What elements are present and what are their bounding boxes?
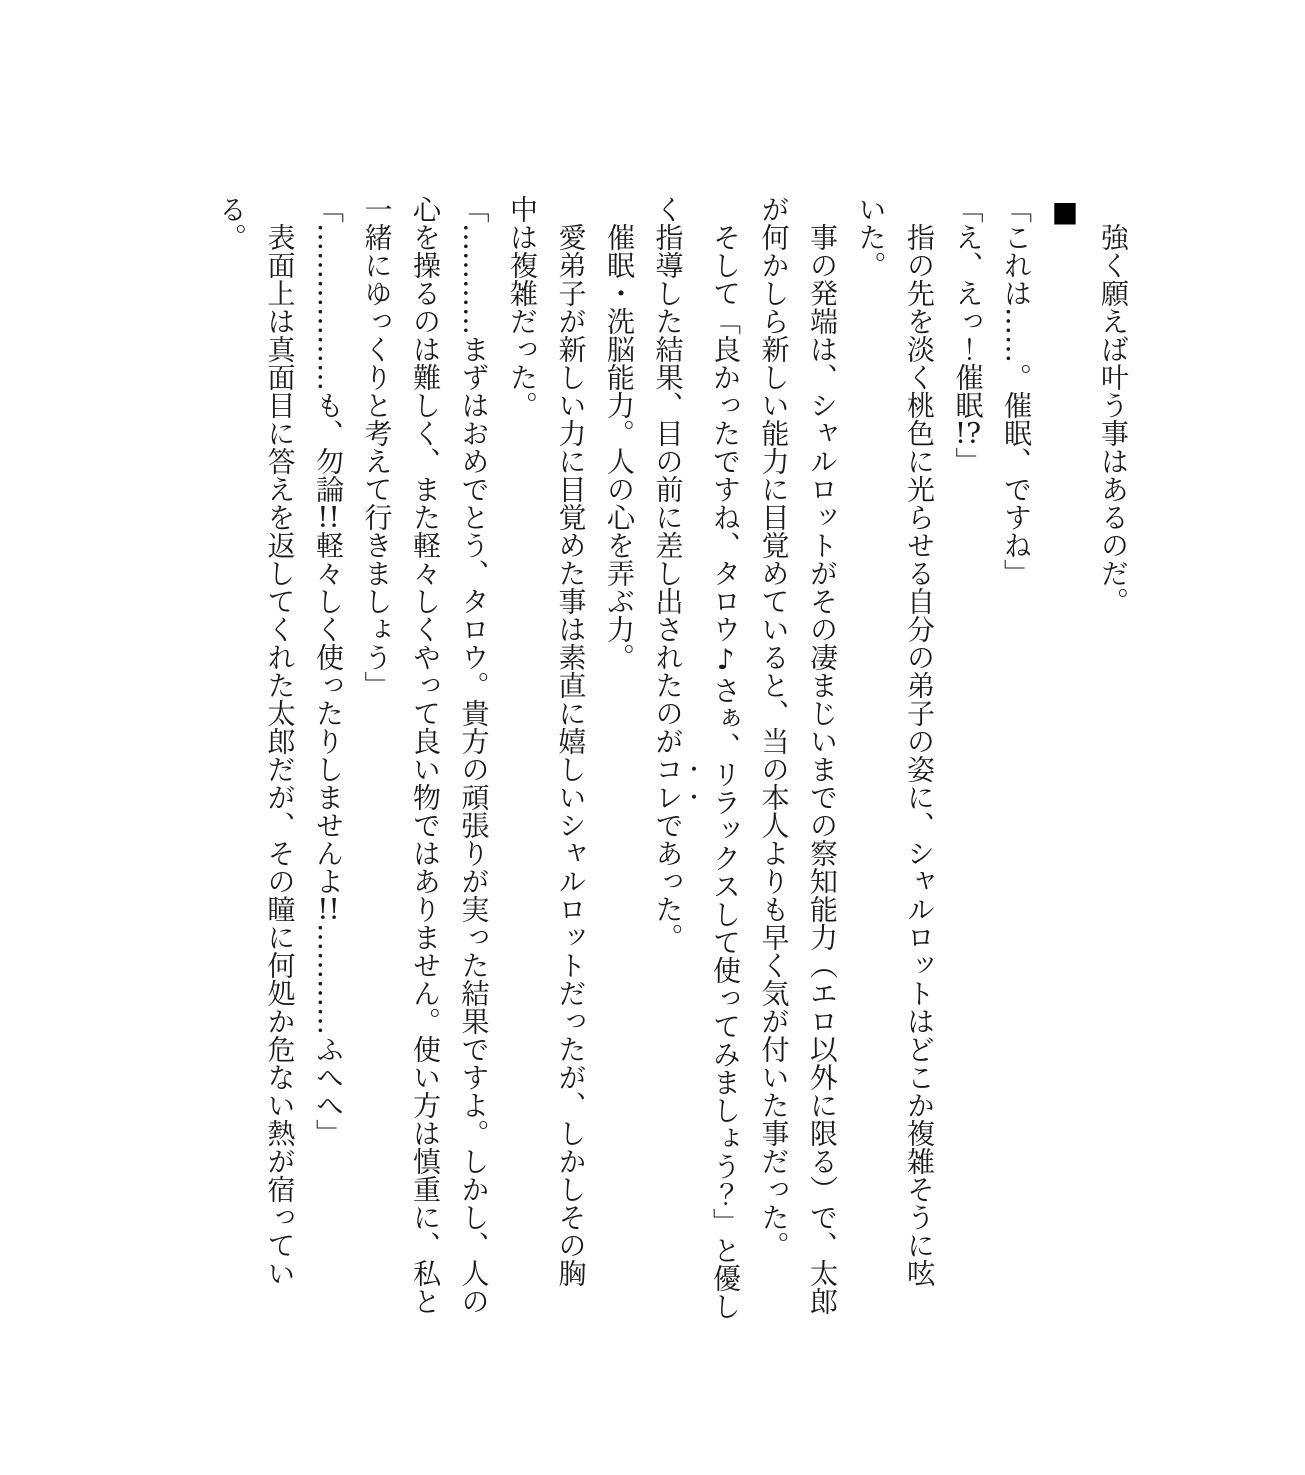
text-line (943, 195, 992, 1323)
text-segment: 愛弟子が新しい力に目覚めた事は素直に嬉しいシャルロットだったが、しかしその胸 (554, 223, 588, 1287)
upright-segment: ♪ (709, 643, 742, 676)
tcy-segment: !! (317, 503, 340, 531)
text-segment: 中は複雑だった。 (506, 195, 539, 419)
text-segment: …………ふへへ」 (312, 923, 345, 1147)
text-segment: 催眠・洗脳能力。人の心を弄ぶ力。 (603, 223, 636, 671)
text-line (207, 195, 256, 1323)
text-segment: 「これは……。催眠、ですね」 (1000, 195, 1033, 587)
text-segment: 事の発端は、シャルロットがその凄まじいまでの察知能力（エロ以外に限る）で、太郎 (806, 223, 839, 1315)
text-line (643, 195, 701, 1323)
text-line (546, 195, 595, 1323)
text-line (701, 195, 750, 1323)
text-segment: 」 (951, 447, 985, 475)
text-segment: 一緒にゆっくりと考えて行きましょう」 (360, 195, 394, 699)
text-line (352, 195, 401, 1323)
text-segment: が何かしら新しい能力に目覚めていると、当の本人よりも早く気が付いた事だった。 (757, 195, 791, 1259)
text-segment: いた。 (854, 195, 888, 279)
text-segment: る。 (215, 195, 248, 251)
text-line (401, 195, 450, 1323)
tcy-segment: !! (317, 895, 340, 923)
text-segment: 指の先を淡く桃色に光らせる自分の弟子の姿に、シャルロットはどこか複雑そうに呟 (903, 223, 936, 1287)
emphasis-segment: コレ (651, 755, 685, 811)
text-segment: 強く願えば叶う事はあるのだ。 (1097, 223, 1130, 615)
text-segment: 「………………も、勿論 (312, 195, 345, 503)
text-segment: であった。 (651, 811, 685, 951)
text-line (449, 195, 498, 1323)
text-segment: 軽々しく使ったりしませんよ (312, 531, 345, 895)
text-line (304, 195, 353, 1323)
text-segment: く指導した結果、目の前に差し出されたのが (651, 195, 685, 755)
text-line (1089, 195, 1138, 1323)
text-segment: 「…………まずはおめでとう、タロウ。貴方の頑張りが実った結果ですよ。しかし、人の (457, 195, 491, 1315)
section-separator-square (1040, 195, 1089, 1323)
text-segment: 「え、えっ！催眠 (951, 195, 985, 419)
vertical-text-area (207, 195, 1138, 1323)
text-line (595, 195, 644, 1323)
text-segment: ■ (1048, 195, 1082, 228)
text-line (255, 195, 304, 1323)
text-line (846, 195, 895, 1323)
tcy-segment: !? (954, 419, 982, 447)
text-segment: さぁ、リラックスして使ってみましょう？」と優し (709, 676, 742, 1320)
text-line (992, 195, 1041, 1323)
text-line (498, 195, 547, 1323)
text-line (798, 195, 847, 1323)
text-line (749, 195, 798, 1323)
text-segment: そして「良かったですね、タロウ (709, 223, 742, 643)
text-line (895, 195, 944, 1323)
text-segment: 表面上は真面目に答えを返してくれた太郎だが、その瞳に何処か危ない熱が宿ってい (263, 223, 297, 1287)
text-segment: 心を操るのは難しく、また軽々しくやって良い物ではありません。使い方は慎重に、私と (409, 195, 442, 1315)
